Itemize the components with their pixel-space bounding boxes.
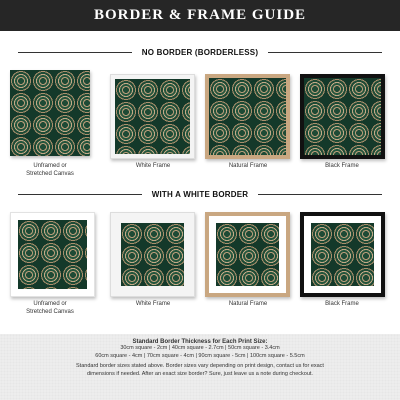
footer-note-line-1: Standard border sizes stated above. Border sizes vary depending on print design, contact us for exact bbox=[76, 363, 324, 369]
label-line: Unframed or bbox=[33, 301, 67, 307]
artwork-preview bbox=[18, 220, 87, 289]
border-sizes-line-2: 60cm square - 4cm | 70cm square - 4cm | 90cm square - 5cm | 100cm square - 5.5cm bbox=[95, 352, 305, 359]
footer-note-line-2: dimensions if needed. After an exact size border? Sure, just leave us a note during checkout. bbox=[87, 370, 313, 377]
page-title: BORDER & FRAME GUIDE bbox=[93, 7, 307, 23]
white-mat bbox=[209, 216, 286, 293]
divider-line-right bbox=[258, 194, 382, 195]
section-title: NO BORDER (BORDERLESS) bbox=[141, 47, 259, 57]
artwork-preview bbox=[311, 223, 374, 286]
page-header bbox=[0, 0, 400, 31]
white-border-print bbox=[10, 212, 95, 297]
artwork-preview bbox=[115, 79, 190, 154]
option-label: Black Frame bbox=[325, 163, 359, 169]
border-size-info bbox=[0, 334, 400, 400]
artwork-preview bbox=[121, 223, 184, 286]
natural-frame bbox=[205, 212, 290, 297]
option-label: White Frame bbox=[135, 163, 171, 169]
white-frame bbox=[110, 212, 195, 297]
black-frame bbox=[300, 74, 385, 159]
label-line: Stretched Canvas bbox=[26, 309, 74, 315]
artwork-preview bbox=[216, 223, 279, 286]
artwork-preview bbox=[10, 70, 90, 156]
label-line: Stretched Canvas bbox=[26, 171, 74, 177]
artwork-preview bbox=[304, 78, 381, 155]
option-label bbox=[5, 162, 95, 178]
footer-title: Standard Border Thickness for Each Print Size: bbox=[132, 339, 268, 345]
border-sizes-line-1: 30cm square - 2cm | 40cm square - 2.7cm | 50cm square - 3.4cm bbox=[120, 345, 280, 351]
section-divider-borderless bbox=[18, 46, 382, 58]
section-title: WITH A WHITE BORDER bbox=[151, 189, 249, 199]
section-divider-white-border bbox=[18, 188, 382, 200]
black-frame bbox=[300, 212, 385, 297]
white-frame bbox=[110, 74, 195, 159]
label-line: Unframed or bbox=[33, 163, 67, 169]
option-label: White Frame bbox=[135, 301, 171, 307]
natural-frame bbox=[205, 74, 290, 159]
option-label: Black Frame bbox=[325, 301, 359, 307]
option-label: Natural Frame bbox=[228, 301, 268, 307]
divider-line-left bbox=[18, 52, 132, 53]
artwork-preview bbox=[209, 78, 286, 155]
divider-line-left bbox=[18, 194, 142, 195]
option-label: Natural Frame bbox=[228, 163, 268, 169]
option-label bbox=[5, 300, 95, 316]
white-mat bbox=[304, 216, 381, 293]
divider-line-right bbox=[268, 52, 382, 53]
